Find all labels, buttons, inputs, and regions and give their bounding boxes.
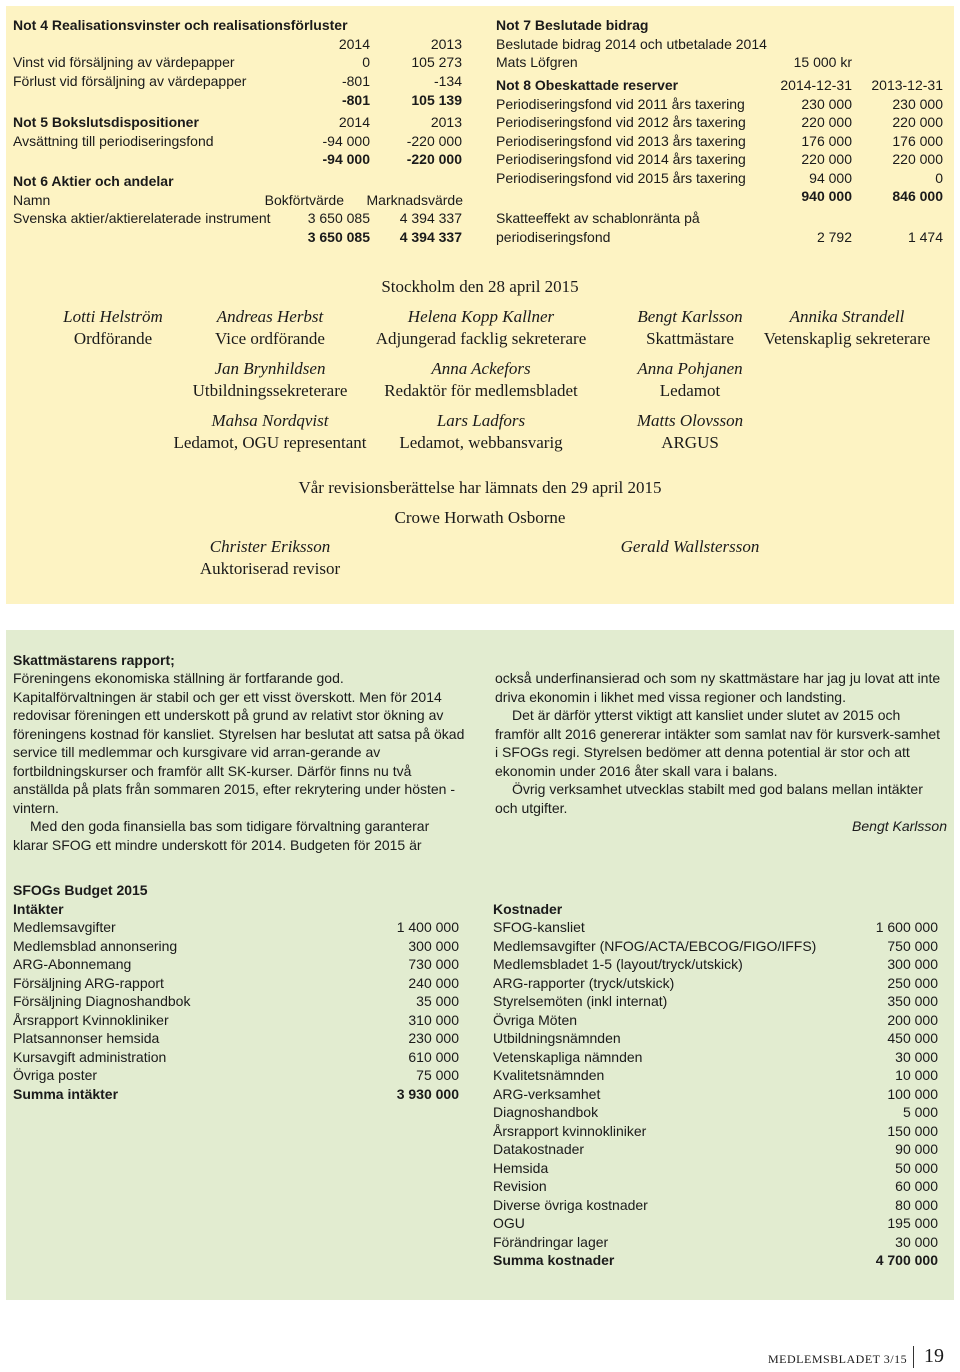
note6-head-market: Marknadsvärde <box>366 192 463 208</box>
note8-total: 940 000 <box>801 188 852 204</box>
cost-item: Diagnoshandbok 5 000 <box>493 1104 938 1120</box>
signature-role: Ledamot <box>659 381 721 400</box>
report-signature: Bengt Karlsson <box>852 818 947 834</box>
cost-item: Årsrapport kvinnokliniker 150 000 <box>493 1122 938 1139</box>
note8-tax-label: periodiseringsfond <box>496 229 611 245</box>
signature-role: Ledamot, OGU representant <box>173 433 367 452</box>
cost-item: ARG-verksamhet 100 000 <box>493 1085 938 1102</box>
cost-item: Diverse övriga kostnader 80 000 <box>493 1196 938 1213</box>
note8-row-value: 94 000 <box>809 170 852 186</box>
note5-col-2014: 2014 <box>338 114 370 130</box>
signature-role: Utbildningssekreterare <box>192 381 348 400</box>
signature-name: Anna Pohjanen <box>637 359 743 378</box>
note4-row-value: -134 <box>433 73 462 89</box>
note8-tax-value: 2 792 <box>816 229 852 245</box>
note8-row-label: Periodiseringsfond vid 2011 års taxering <box>496 96 745 112</box>
note8-total: 846 000 <box>892 188 943 204</box>
audit-statement: Vår revisionsberättelse har lämnats den 29 april 2015 <box>298 478 662 497</box>
note5-title: Not 5 Bokslutsdispositioner <box>13 114 199 130</box>
note8-row-value: 0 <box>935 170 943 186</box>
income-item: ARG-Abonnemang 730 000 <box>13 956 459 972</box>
cost-item: ARG-rapporter (tryck/utskick) 250 000 <box>493 974 938 991</box>
note8-row-value: 176 000 <box>801 133 852 149</box>
signature-name: Helena Kopp Kallner <box>407 307 555 326</box>
cost-item: Vetenskapliga nämnden 30 000 <box>493 1048 938 1065</box>
income-list <box>13 918 459 1103</box>
cost-item: Styrelsemöten (inkl internat) 350 000 <box>493 993 938 1009</box>
income-item: Platsannonser hemsida 230 000 <box>13 1030 459 1046</box>
note7-subtitle: Beslutade bidrag 2014 och utbetalade 2014 <box>496 36 767 52</box>
note5-total: -94 000 <box>322 151 370 167</box>
note4-row-value: 105 273 <box>411 54 462 70</box>
signature-role: Vetenskaplig sekreterare <box>763 329 931 348</box>
signature-role: Ordförande <box>73 329 153 348</box>
cost-item: Övriga Möten 200 000 <box>493 1011 938 1028</box>
note8-row-value: 220 000 <box>801 114 852 130</box>
note6-total: 3 650 085 <box>307 229 370 245</box>
note4-row-label: Vinst vid försäljning av värdepapper <box>13 54 235 70</box>
note8-row-label: Periodiseringsfond vid 2014 års taxering <box>496 151 746 167</box>
note5-row-label: Avsättning till periodiseringsfond <box>13 133 214 149</box>
note8-row-value: 230 000 <box>801 96 852 112</box>
place-date: Stockholm den 28 april 2015 <box>381 277 579 296</box>
signature-name: Andreas Herbst <box>216 307 324 326</box>
note8-tax-value: 1 474 <box>907 229 943 245</box>
report-paragraph: Det är därför ytterst viktigt att kansliet under slutet av 2015 och framför allt 2016 genererar intäkter som samlat nav för kursverk-samhet i SFOGs regi. Styrelsen bedömer att denna potential är stor och att ekonomin under 2016 åter skall vara i balans. <box>495 707 941 779</box>
income-item: Medlemsavgifter 1 400 000 <box>13 919 459 935</box>
cost-item: Datakostnader 90 000 <box>493 1141 938 1157</box>
note4-col-2013: 2013 <box>430 36 462 52</box>
cost-item: Medlemsbladet 1-5 (layout/tryck/utskick) 300 000 <box>493 956 938 972</box>
signature-role: Adjungerad facklig sekreterare <box>375 329 587 348</box>
signature-name: Bengt Karlsson <box>637 307 743 326</box>
cost-item: Hemsida 50 000 <box>493 1159 938 1176</box>
note6-head-name: Namn <box>13 192 51 208</box>
note8-col-2013: 2013-12-31 <box>871 77 943 93</box>
note6-total: 4 394 337 <box>399 229 462 245</box>
cost-item: Revision 60 000 <box>493 1178 938 1194</box>
signature-name: Lars Ladfors <box>436 411 526 430</box>
note6-head-book: Bokförtvärde <box>264 192 344 208</box>
signature-name: Annika Strandell <box>789 307 905 326</box>
note8-title: Not 8 Obeskattade reserver <box>496 77 679 93</box>
note4-col-2014: 2014 <box>338 36 370 52</box>
report-paragraph: Med den goda finansiella bas som tidigare förvaltning garanterar klarar SFOG ett mindre underskott för 2014. Budgeten för 2015 är <box>13 818 430 853</box>
income-item: Årsrapport Kvinnokliniker 310 000 <box>13 1011 459 1028</box>
note8-row-label: Periodiseringsfond vid 2012 års taxering <box>496 114 746 130</box>
note5-row-value: -220 000 <box>406 133 462 149</box>
income-item: Medlemsblad annonsering 300 000 <box>13 937 459 954</box>
report-right-column <box>495 669 947 836</box>
report-left-column <box>13 669 465 854</box>
note5-total: -220 000 <box>406 151 462 167</box>
note7-title: Not 7 Beslutade bidrag <box>496 17 649 33</box>
note6-row-value: 4 394 337 <box>399 210 462 226</box>
cost-item: Förändringar lager 30 000 <box>493 1233 938 1250</box>
note4-row-label: Förlust vid försäljning av värdepapper <box>13 73 247 89</box>
note8-row-label: Periodiseringsfond vid 2013 års taxering <box>496 133 746 149</box>
budget-title: SFOGs Budget 2015 <box>13 882 148 898</box>
report-paragraph: Övrig verksamhet utvecklas stabilt med god balans mellan intäkter och utgifter. <box>495 781 923 816</box>
signature-role: Ledamot, webbansvarig <box>399 433 563 452</box>
cost-total: Summa kostnader 4 700 000 <box>493 1252 938 1268</box>
note4-title: Not 4 Realisationsvinster och realisationsförluster <box>13 17 348 33</box>
signature-role: ARGUS <box>661 433 719 452</box>
note5-col-2013: 2013 <box>430 114 462 130</box>
note4-total: -801 <box>341 92 370 108</box>
note6-row-label: Svenska aktier/aktierelaterade instrument <box>13 210 271 226</box>
auditor-name: Christer Eriksson <box>209 537 331 556</box>
note4-row-value: 0 <box>362 54 370 70</box>
note8-row-value: 176 000 <box>892 133 943 149</box>
report-title: Skattmästarens rapport; <box>13 652 175 668</box>
note5-row-value: -94 000 <box>322 133 370 149</box>
income-item: Kursavgift administration 610 000 <box>13 1048 459 1065</box>
cost-item: Medlemsavgifter (NFOG/ACTA/EBCOG/FIGO/IFFS) 750 000 <box>493 937 938 954</box>
signature-role: Vice ordförande <box>215 329 325 348</box>
signature-name: Anna Ackefors <box>431 359 531 378</box>
note4-row-value: -801 <box>341 73 370 89</box>
note6-title: Not 6 Aktier och andelar <box>13 173 174 189</box>
note8-row-value: 220 000 <box>892 114 943 130</box>
signature-name: Jan Brynhildsen <box>214 359 326 378</box>
cost-list <box>493 918 938 1270</box>
report-paragraph: Föreningens ekonomiska ställning är fortfarande god. Kapitalförvaltningen är stabil och ger ett visst överskott. Men för 2014 redovisar föreningen ett underskott på grund av relativt stor ökning av föreningens kostnad för kansliet. Styrelsen har beslutat att satsa på ökad service till medlemmar och kursgivare vid arran-gerande av fortbildningskurser och framför allt SK-kurser. Därför finns nu två anställda på plats från sommaren 2015, efter rekrytering under hösten - vintern. <box>13 670 465 816</box>
auditor-role: Auktoriserad revisor <box>199 559 341 578</box>
note8-row-value: 220 000 <box>892 151 943 167</box>
audit-firm: Crowe Horwath Osborne <box>394 508 566 527</box>
signature-role: Redaktör för medlemsbladet <box>384 381 578 400</box>
income-total: Summa intäkter 3 930 000 <box>13 1085 459 1102</box>
signature-name: Mahsa Nordqvist <box>211 411 329 430</box>
footer-publication: MEDLEMSBLADET 3/15 <box>768 1352 908 1366</box>
report-paragraph: också underfinansierad och som ny skattmästare har jag ju lovat att inte driva ekonomin i likhet med vissa regioner och landsting. <box>495 670 941 705</box>
note7-row-value: 15 000 kr <box>793 54 852 70</box>
income-title: Intäkter <box>13 901 64 917</box>
income-item: Försäljning ARG-rapport 240 000 <box>13 974 459 991</box>
note8-row-value: 230 000 <box>892 96 943 112</box>
cost-item: Utbildningsnämnden 450 000 <box>493 1030 938 1046</box>
signature-role: Skattmästare <box>646 329 734 348</box>
signature-name: Matts Olovsson <box>636 411 744 430</box>
footer-divider <box>913 1346 914 1368</box>
cost-title: Kostnader <box>493 901 563 917</box>
note8-tax-label: Skatteeffekt av schablonränta på <box>496 210 700 226</box>
auditor-name: Gerald Wallstersson <box>620 537 760 556</box>
cost-item: OGU 195 000 <box>493 1215 938 1231</box>
page-number: 19 <box>924 1345 944 1367</box>
income-item: Övriga poster 75 000 <box>13 1067 459 1083</box>
note7-row-label: Mats Löfgren <box>496 54 578 70</box>
note6-row-value: 3 650 085 <box>307 210 370 226</box>
note8-col-2014: 2014-12-31 <box>780 77 852 93</box>
cost-item: SFOG-kansliet 1 600 000 <box>493 919 938 935</box>
note8-row-label: Periodiseringsfond vid 2015 års taxering <box>496 170 746 186</box>
signature-name: Lotti Helström <box>63 307 163 326</box>
note8-row-value: 220 000 <box>801 151 852 167</box>
cost-item: Kvalitetsnämnden 10 000 <box>493 1067 938 1083</box>
note4-total: 105 139 <box>411 92 462 108</box>
income-item: Försäljning Diagnoshandbok 35 000 <box>13 993 459 1009</box>
